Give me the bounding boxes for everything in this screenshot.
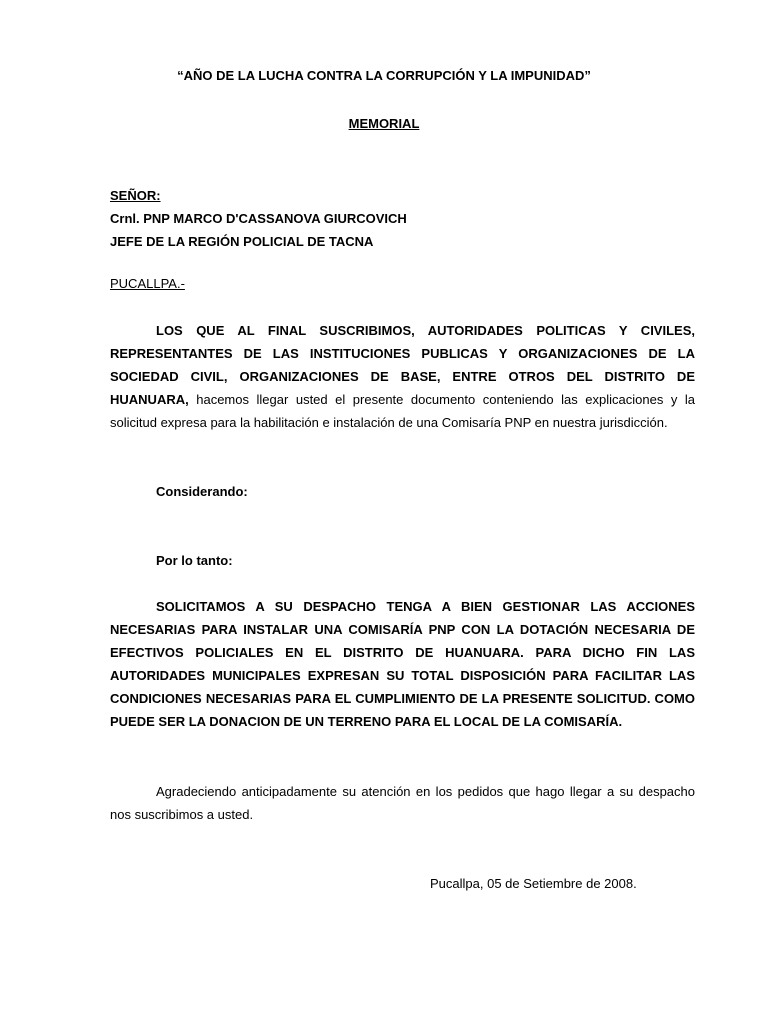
closing-paragraph: Agradeciendo anticipadamente su atención en los pedidos que hago llegar a su despacho nos suscribimos a usted. <box>110 784 695 822</box>
por-lo-tanto-heading: Por lo tanto: <box>156 553 233 568</box>
intro-normal-text: hacemos llegar usted el presente documento conteniendo las explicaciones y la solicitud expresa para la habilitación e instalación de una Comisaría PNP en nuestra jurisdicción. <box>110 392 695 430</box>
document-motto: “AÑO DE LA LUCHA CONTRA LA CORRUPCIÓN Y LA IMPUNIDAD” <box>177 68 591 83</box>
intro-paragraph <box>110 319 695 434</box>
document-title: MEMORIAL <box>348 116 420 131</box>
addressee-position: JEFE DE LA REGIÓN POLICIAL DE TACNA <box>110 234 374 249</box>
considerando-heading: Considerando: <box>156 484 248 499</box>
addressee-name: Crnl. PNP MARCO D'CASSANOVA GIURCOVICH <box>110 211 407 226</box>
request-paragraph: SOLICITAMOS A SU DESPACHO TENGA A BIEN GESTIONAR LAS ACCIONES NECESARIAS PARA INSTALAR UNA COMISARÍA PNP CON LA DOTACIÓN NECESARIA DE EFECTIVOS POLICIALES EN EL DISTRITO DE HUANUARA. PARA DICHO FIN LAS AUTORIDADES MUNICIPALES EXPRESAN SU TOTAL DISPOSICIÓN PARA FACILITAR LAS CONDICIONES NECESARIAS PARA EL CUMPLIMIENTO DE LA PRESENTE SOLICITUD. COMO PUEDE SER LA DONACION DE UN TERRENO PARA EL LOCAL DE LA COMISARÍA. <box>110 599 695 729</box>
addressee-salutation: SEÑOR: <box>110 188 161 203</box>
intro-bold-text: LOS QUE AL FINAL SUSCRIBIMOS, AUTORIDADES POLITICAS Y CIVILES, REPRESENTANTES DE LAS INSTITUCIONES PUBLICAS Y ORGANIZACIONES DE LA SOCIEDAD CIVIL, ORGANIZACIONES DE BASE, ENTRE OTROS DEL DISTRITO DE HUANUARA, <box>110 323 695 407</box>
addressee-block <box>110 184 407 253</box>
addressee-city: PUCALLPA.- <box>110 276 185 291</box>
date-line: Pucallpa, 05 de Setiembre de 2008. <box>430 876 637 891</box>
